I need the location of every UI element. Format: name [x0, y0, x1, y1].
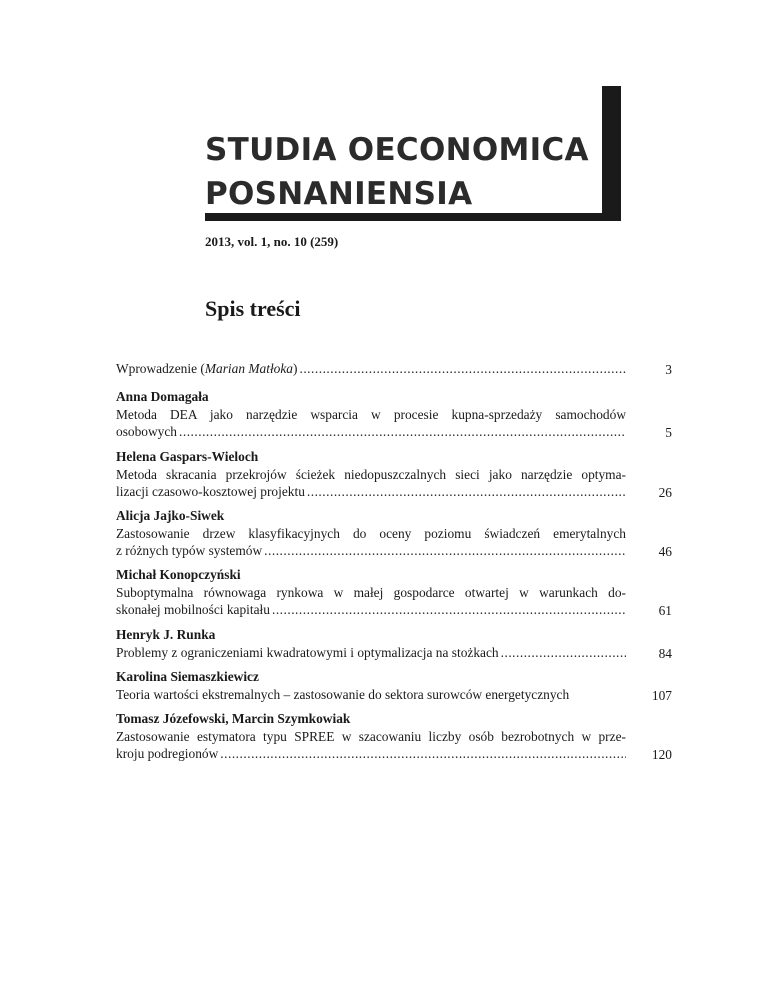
toc-entry[interactable] — [116, 507, 672, 560]
toc-entry-intro[interactable] — [116, 360, 672, 378]
volume-info: 2013, vol. 1, no. 10 (259) — [205, 234, 339, 249]
entry-author: Tomasz Józefowski, Marcin Szymkowiak — [116, 711, 351, 726]
leader-dots — [305, 483, 626, 501]
entry-author: Henryk J. Runka — [116, 627, 216, 642]
entry-title-line: Metoda DEA jako narzędzie wsparcia w procesie kupna-sprzedaży samochodów — [116, 406, 626, 422]
journal-title-line2: POSNANIENSIA — [205, 176, 473, 212]
journal-title — [205, 128, 589, 216]
leader-dots — [177, 423, 626, 441]
leader-dots — [297, 360, 626, 378]
leader-dots — [218, 745, 626, 763]
entry-title-last-line: lizacji czasowo-kosztowej projektu ..... — [116, 483, 626, 501]
entry-title-last-line: Problemy z ograniczeniami kwadratowymi i optymalizacja na stożkach ..... — [116, 644, 626, 662]
page-number: 84 — [658, 645, 672, 661]
entry-author: Helena Gaspars-Wieloch — [116, 449, 259, 464]
entry-title-last-line: osobowych ..... — [116, 423, 626, 441]
toc-entry-title: Wprowadzenie (Marian Matłoka) ..... — [116, 360, 626, 378]
entry-title-line: Teoria wartości ekstremalnych – zastosowanie do sektora surowców energetycznych — [116, 686, 570, 702]
leader-dots — [499, 644, 626, 662]
toc-entry[interactable] — [116, 668, 672, 704]
toc-heading: Spis treści — [205, 296, 301, 321]
toc-entry[interactable] — [116, 710, 672, 763]
toc-entry[interactable] — [116, 388, 672, 441]
entry-title-line: Zastosowanie estymatora typu SPREE w szacowaniu liczby osób bezrobotnych w prze- — [116, 728, 626, 744]
editor-name: Marian Matłoka — [204, 361, 294, 376]
page-number: 107 — [651, 687, 672, 703]
entry-author: Alicja Jajko-Siwek — [116, 508, 225, 523]
page-number: 3 — [665, 361, 672, 377]
toc-entry[interactable] — [116, 448, 672, 501]
leader-dots — [270, 601, 626, 619]
page-number: 5 — [665, 424, 672, 440]
decorative-horizontal-rule — [205, 213, 621, 221]
entry-title-last-line: kroju podregionów ..... — [116, 745, 626, 763]
entry-title-line: Suboptymalna równowaga rynkowa w małej gospodarce otwartej w warunkach do- — [116, 584, 626, 600]
entry-author: Karolina Siemaszkiewicz — [116, 669, 259, 684]
page-number: 120 — [651, 746, 672, 762]
page-number: 61 — [658, 602, 672, 618]
entry-author: Anna Domagała — [116, 389, 209, 404]
leader-dots — [262, 542, 626, 560]
entry-title-last-line: z różnych typów systemów ..... — [116, 542, 626, 560]
entry-author: Michał Konopczyński — [116, 567, 241, 582]
toc-entry[interactable] — [116, 566, 672, 619]
toc-entry[interactable] — [116, 626, 672, 662]
entry-title-line: Metoda skracania przekrojów ścieżek niedopuszczalnych sieci jako narzędzie optyma- — [116, 466, 626, 482]
decorative-vertical-bar — [602, 86, 621, 216]
page-number: 26 — [658, 484, 672, 500]
journal-title-line1: STUDIA OECONOMICA — [205, 132, 589, 168]
entry-title-last-line: skonałej mobilności kapitału ..... — [116, 601, 626, 619]
entry-title-line: Zastosowanie drzew klasyfikacyjnych do oceny poziomu świadczeń emerytalnych — [116, 525, 626, 541]
page-number: 46 — [658, 543, 672, 559]
